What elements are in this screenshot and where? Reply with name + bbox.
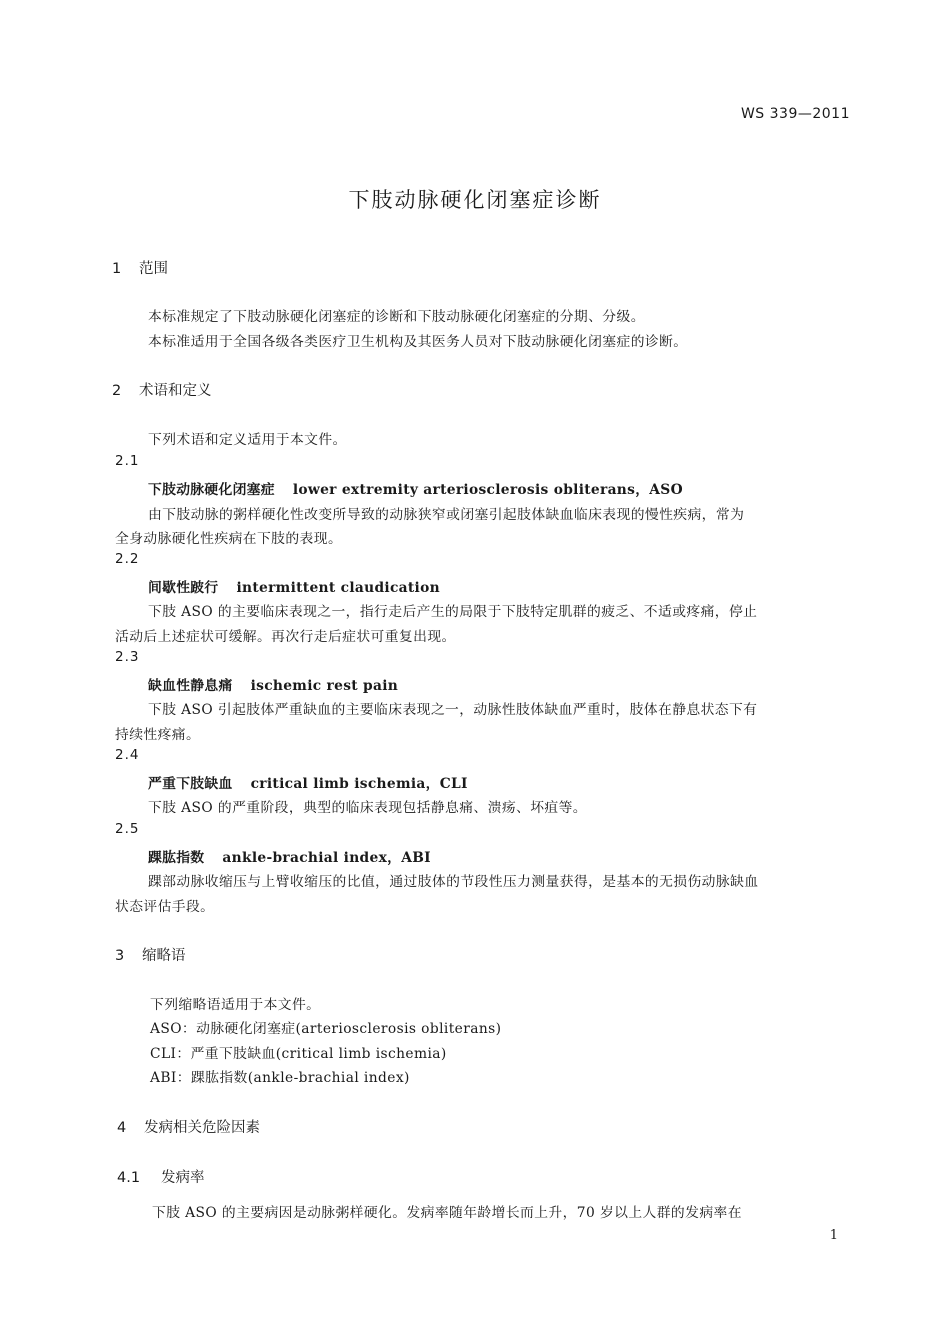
term-2-5-def-line-1: 踝部动脉收缩压与上臂收缩压的比值，通过肢体的节段性压力测量获得，是基本的无损伤动脉缺血 [148, 874, 759, 890]
term-2-1 [148, 478, 683, 498]
section-title: 缩略语 [142, 948, 186, 964]
abbr-abi: ABI：踝肱指数(ankle-brachial index) [150, 1070, 410, 1086]
subsection-number: 4.1 [117, 1170, 141, 1186]
term-2-4 [148, 772, 468, 792]
section-2-heading [112, 379, 212, 400]
term-cn: 间歇性跛行 [148, 580, 219, 596]
term-cn: 踝肱指数 [148, 850, 205, 866]
section-number: 3 [115, 948, 125, 964]
term-en: ischemic rest pain [250, 678, 399, 694]
section-3-heading [115, 944, 186, 965]
abbr-cli: CLI：严重下肢缺血(critical limb ischemia) [150, 1046, 447, 1062]
term-en: intermittent claudication [236, 580, 440, 596]
term-2-3 [148, 674, 398, 694]
section-number: 4 [117, 1120, 127, 1136]
section-number: 1 [112, 261, 122, 277]
term-2-1-number: 2.1 [115, 453, 140, 469]
term-en: ankle-brachial index，ABI [222, 850, 431, 866]
section-title: 范围 [139, 261, 168, 277]
term-2-1-def-line-2: 全身动脉硬化性疾病在下肢的表现。 [115, 531, 343, 547]
term-2-5-number: 2.5 [115, 821, 140, 837]
scope-paragraph-2: 本标准适用于全国各级各类医疗卫生机构及其医务人员对下肢动脉硬化闭塞症的诊断。 [148, 334, 688, 350]
term-2-2-number: 2.2 [115, 551, 140, 567]
term-en: critical limb ischemia，CLI [250, 776, 468, 792]
page-title: 下肢动脉硬化闭塞症诊断 [348, 188, 602, 212]
section-4-1-heading [117, 1166, 205, 1187]
term-2-3-number: 2.3 [115, 649, 140, 665]
term-2-5 [148, 846, 431, 866]
subsection-title: 发病率 [161, 1170, 205, 1186]
term-cn: 缺血性静息痛 [148, 678, 233, 694]
term-en: lower extremity arteriosclerosis obliterans，ASO [292, 482, 683, 498]
term-2-2 [148, 576, 440, 596]
scope-paragraph-1: 本标准规定了下肢动脉硬化闭塞症的诊断和下肢动脉硬化闭塞症的分期、分级。 [148, 309, 645, 325]
term-2-4-def-line-1: 下肢 ASO 的严重阶段，典型的临床表现包括静息痛、溃疡、坏疽等。 [148, 800, 588, 816]
page-number: 1 [829, 1228, 838, 1243]
term-2-3-def-line-2: 持续性疼痛。 [115, 727, 201, 743]
section-number: 2 [112, 383, 122, 399]
term-cn: 下肢动脉硬化闭塞症 [148, 482, 275, 498]
incidence-paragraph: 下肢 ASO 的主要病因是动脉粥样硬化。发病率随年龄增长而上升，70 岁以上人群的发病率在 [152, 1205, 742, 1221]
term-2-1-def-line-1: 由下肢动脉的粥样硬化性改变所导致的动脉狭窄或闭塞引起肢体缺血临床表现的慢性疾病，常为 [148, 507, 745, 523]
term-2-3-def-line-1: 下肢 ASO 引起肢体严重缺血的主要临床表现之一，动脉性肢体缺血严重时，肢体在静息状态下有 [148, 702, 758, 718]
section-title: 发病相关危险因素 [144, 1120, 260, 1136]
standard-number: WS 339—2011 [740, 106, 850, 122]
abbr-aso: ASO：动脉硬化闭塞症(arteriosclerosis obliterans) [150, 1021, 502, 1037]
abbr-intro: 下列缩略语适用于本文件。 [150, 997, 321, 1013]
term-2-5-def-line-2: 状态评估手段。 [115, 899, 215, 915]
term-2-2-def-line-2: 活动后上述症状可缓解。再次行走后症状可重复出现。 [115, 629, 456, 645]
term-2-2-def-line-1: 下肢 ASO 的主要临床表现之一，指行走后产生的局限于下肢特定肌群的疲乏、不适或疼痛，停止 [148, 604, 758, 620]
section-1-heading [112, 257, 168, 278]
section-4-heading [117, 1116, 260, 1137]
section-title: 术语和定义 [139, 383, 212, 399]
terms-intro: 下列术语和定义适用于本文件。 [148, 432, 347, 448]
term-2-4-number: 2.4 [115, 747, 140, 763]
term-cn: 严重下肢缺血 [148, 776, 233, 792]
